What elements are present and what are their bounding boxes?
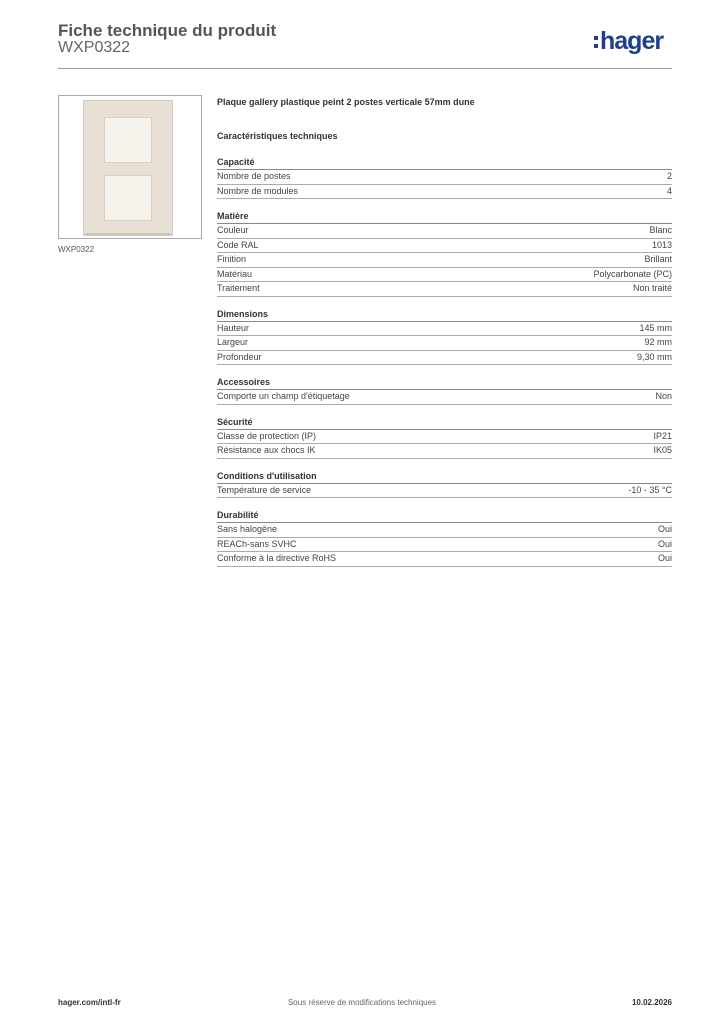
spec-row bbox=[217, 538, 672, 553]
product-reference: WXP0322 bbox=[58, 39, 131, 56]
spec-value: 9,30 mm bbox=[636, 351, 672, 362]
logo-colon-icon bbox=[594, 36, 598, 52]
spec-label: REACh-sans SVHC bbox=[217, 538, 297, 549]
spec-row bbox=[217, 322, 672, 337]
specs-heading: Caractéristiques techniques bbox=[217, 131, 338, 141]
spec-row bbox=[217, 444, 672, 459]
spec-section bbox=[217, 155, 672, 199]
spec-section bbox=[217, 209, 672, 297]
spec-value: IK05 bbox=[653, 445, 672, 455]
spec-value: 145 mm bbox=[639, 322, 672, 333]
spec-row bbox=[217, 523, 672, 538]
spec-row bbox=[217, 239, 672, 254]
spec-label: Nombre de postes bbox=[217, 171, 291, 181]
spec-row bbox=[217, 336, 672, 351]
spec-value: 1013 bbox=[651, 239, 672, 250]
spec-value: 2 bbox=[666, 171, 672, 181]
logo-text: hager bbox=[600, 27, 664, 55]
spec-section bbox=[217, 375, 672, 405]
spec-row bbox=[217, 282, 672, 297]
spec-value: Polycarbonate (PC) bbox=[593, 268, 672, 279]
section-title: Matière bbox=[217, 209, 672, 224]
section-title: Durabilité bbox=[217, 508, 672, 523]
spec-label: Code RAL bbox=[217, 239, 259, 250]
spec-row bbox=[217, 185, 672, 200]
spec-value: Oui bbox=[657, 553, 672, 563]
spec-section bbox=[217, 307, 672, 366]
spec-label: Sans halogène bbox=[217, 524, 278, 534]
plate-window-bottom bbox=[104, 175, 152, 221]
spec-label: Couleur bbox=[217, 225, 249, 235]
spec-label: Conforme à la directive RoHS bbox=[217, 553, 337, 563]
spec-label: Profondeur bbox=[217, 351, 262, 362]
spec-row bbox=[217, 253, 672, 268]
spec-label: Traitement bbox=[217, 283, 260, 293]
spec-value: Blanc bbox=[649, 225, 672, 235]
footer-date: 10.02.2026 bbox=[631, 998, 672, 1007]
spec-label: Finition bbox=[217, 254, 247, 264]
image-caption: WXP0322 bbox=[58, 245, 95, 254]
spec-value: Brillant bbox=[644, 254, 672, 264]
plate-image bbox=[83, 100, 173, 236]
spec-row bbox=[217, 268, 672, 283]
spec-row bbox=[217, 430, 672, 445]
header-divider bbox=[58, 68, 672, 69]
spec-section bbox=[217, 508, 672, 567]
footer-website-link[interactable]: hager.com/intl-fr bbox=[58, 998, 121, 1007]
spec-label: Hauteur bbox=[217, 322, 250, 333]
spec-section bbox=[217, 469, 672, 499]
spec-value: -10 - 35 °C bbox=[628, 484, 672, 495]
spec-sections bbox=[217, 155, 672, 567]
section-title: Accessoires bbox=[217, 375, 672, 390]
plate-window-top bbox=[104, 117, 152, 163]
spec-label: Matériau bbox=[217, 268, 253, 279]
section-title: Dimensions bbox=[217, 307, 672, 322]
footer-notice: Sous réserve de modifications techniques bbox=[287, 998, 437, 1007]
product-image bbox=[58, 95, 202, 239]
spec-label: Température de service bbox=[217, 484, 312, 495]
spec-value: Non bbox=[655, 391, 672, 401]
spec-label: Largeur bbox=[217, 337, 249, 347]
spec-value: IP21 bbox=[653, 430, 672, 441]
spec-row bbox=[217, 351, 672, 366]
spec-value: 92 mm bbox=[644, 337, 672, 347]
spec-value: 4 bbox=[666, 185, 672, 196]
spec-row bbox=[217, 390, 672, 405]
spec-row bbox=[217, 484, 672, 499]
spec-section bbox=[217, 415, 672, 459]
spec-row bbox=[217, 170, 672, 185]
spec-label: Nombre de modules bbox=[217, 185, 299, 196]
spec-value: Non traité bbox=[632, 283, 672, 293]
section-title: Sécurité bbox=[217, 415, 672, 430]
spec-label: Classe de protection (IP) bbox=[217, 430, 317, 441]
product-title: Plaque gallery plastique peint 2 postes verticale 57mm dune bbox=[217, 97, 475, 107]
section-title: Conditions d'utilisation bbox=[217, 469, 672, 484]
spec-row bbox=[217, 552, 672, 567]
spec-content bbox=[217, 95, 672, 567]
spec-label: Comporte un champ d'étiquetage bbox=[217, 391, 350, 401]
spec-value: Oui bbox=[657, 524, 672, 534]
spec-value: Oui bbox=[657, 538, 672, 549]
spec-label: Résistance aux chocs IK bbox=[217, 445, 316, 455]
spec-row bbox=[217, 224, 672, 239]
plate-shadow bbox=[85, 233, 171, 235]
page-title: Fiche technique du produit bbox=[58, 21, 277, 40]
section-title: Capacité bbox=[217, 155, 672, 170]
